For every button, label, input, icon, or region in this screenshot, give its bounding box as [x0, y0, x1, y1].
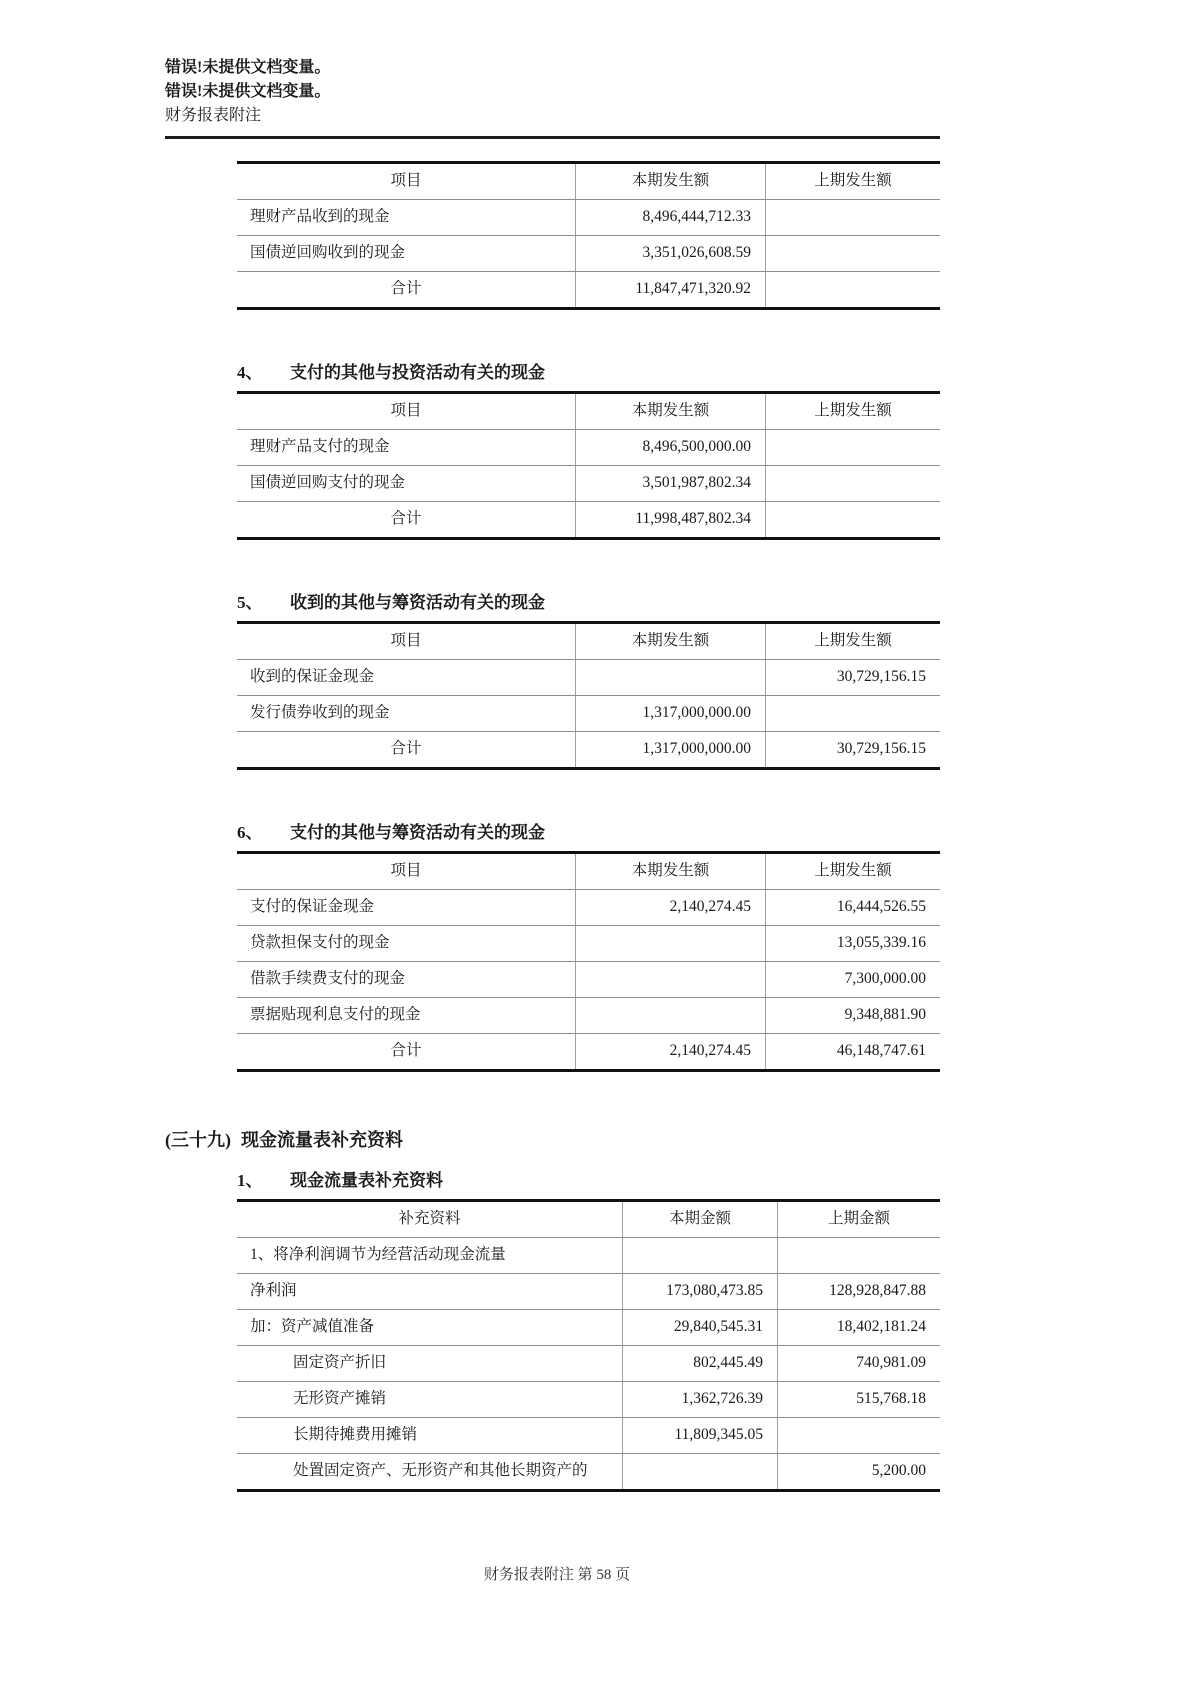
prior-period-amount [777, 1238, 940, 1273]
table-header-row [237, 624, 940, 660]
current-period-amount: 1,362,726.39 [622, 1382, 777, 1417]
prior-period-amount: 30,729,156.15 [765, 660, 940, 695]
prior-period-amount [765, 272, 940, 307]
table-other-cash-paid-financing [237, 851, 940, 1072]
row-label: 无形资产摊销 [293, 1390, 387, 1407]
row-label: 理财产品收到的现金 [250, 208, 390, 225]
section-title: 支付的其他与筹资活动有关的现金 [290, 823, 545, 842]
row-label: 净利润 [250, 1282, 297, 1299]
current-period-amount: 11,809,345.05 [622, 1418, 777, 1453]
current-period-amount [575, 962, 765, 997]
current-period-amount: 2,140,274.45 [575, 890, 765, 925]
table-total-row [237, 732, 940, 767]
prior-period-amount: 9,348,881.90 [765, 998, 940, 1033]
table-row [237, 660, 940, 696]
table-row [237, 696, 940, 732]
section-heading-4 [237, 360, 940, 386]
current-period-amount: 1,317,000,000.00 [575, 696, 765, 731]
table-row [237, 998, 940, 1034]
table-total-row [237, 502, 940, 537]
row-label: 票据贴现利息支付的现金 [250, 1006, 421, 1023]
page-footer [0, 1563, 1114, 1584]
section-heading-5 [237, 590, 940, 616]
prior-period-amount [765, 696, 940, 731]
section-number: 6、 [237, 823, 263, 842]
prior-period-amount [765, 502, 940, 537]
table-other-cash-received-financing [237, 621, 940, 770]
current-period-amount [622, 1454, 777, 1489]
prior-period-amount: 128,928,847.88 [777, 1274, 940, 1309]
table-row [237, 236, 940, 272]
table-row [237, 926, 940, 962]
row-label: 1、将净利润调节为经营活动现金流量 [250, 1246, 506, 1263]
subsection-number: 1、 [237, 1171, 263, 1190]
row-label: 贷款担保支付的现金 [250, 934, 390, 951]
table-row [237, 430, 940, 466]
table-row [237, 1238, 940, 1274]
prior-period-amount [765, 466, 940, 501]
current-period-amount: 8,496,500,000.00 [575, 430, 765, 465]
subsection-title: 现金流量表补充资料 [290, 1171, 443, 1190]
current-period-amount: 8,496,444,712.33 [575, 200, 765, 235]
column-header-item: 项目 [390, 172, 422, 189]
section-title: 现金流量表补充资料 [241, 1130, 403, 1150]
prior-period-amount: 13,055,339.16 [765, 926, 940, 961]
prior-period-amount [765, 200, 940, 235]
column-header-item: 项目 [390, 862, 422, 879]
section-number: 5、 [237, 593, 263, 612]
row-label: 处置固定资产、无形资产和其他长期资产的 [293, 1462, 588, 1479]
table-row [237, 1310, 940, 1346]
table-cash-flow-supplement [237, 1199, 940, 1492]
footer-page-label: 财务报表附注 第 58 页 [483, 1567, 631, 1583]
current-period-amount: 3,351,026,608.59 [575, 236, 765, 271]
table-total-row [237, 272, 940, 307]
column-header-current: 本期发生额 [575, 624, 765, 659]
prior-period-amount: 515,768.18 [777, 1382, 940, 1417]
column-header-item: 补充资料 [398, 1210, 461, 1227]
column-header-prior: 上期发生额 [765, 164, 940, 199]
column-header-current: 本期发生额 [575, 394, 765, 429]
row-label: 国债逆回购支付的现金 [250, 474, 406, 491]
row-label: 收到的保证金现金 [250, 668, 375, 685]
table-header-row [237, 1202, 940, 1238]
section-number: (三十九) [165, 1130, 231, 1150]
table-row [237, 1418, 940, 1454]
current-period-amount [575, 660, 765, 695]
row-label: 长期待摊费用摊销 [293, 1426, 418, 1443]
current-period-amount: 173,080,473.85 [622, 1274, 777, 1309]
current-period-amount [575, 926, 765, 961]
column-header-prior: 上期发生额 [765, 854, 940, 889]
prior-period-amount: 740,981.09 [777, 1346, 940, 1381]
current-period-amount: 3,501,987,802.34 [575, 466, 765, 501]
column-header-prior: 上期发生额 [765, 624, 940, 659]
current-period-amount: 11,998,487,802.34 [575, 502, 765, 537]
current-period-amount [575, 998, 765, 1033]
prior-period-amount: 16,444,526.55 [765, 890, 940, 925]
table-row [237, 466, 940, 502]
current-period-amount: 29,840,545.31 [622, 1310, 777, 1345]
section-title: 收到的其他与筹资活动有关的现金 [290, 593, 545, 612]
table-row [237, 962, 940, 998]
row-label: 加：资产减值准备 [250, 1318, 375, 1335]
current-period-amount: 1,317,000,000.00 [575, 732, 765, 767]
row-label: 合计 [390, 510, 422, 527]
row-label: 发行债券收到的现金 [250, 704, 390, 721]
prior-period-amount [777, 1418, 940, 1453]
table-row [237, 1382, 940, 1418]
prior-period-amount [765, 430, 940, 465]
table-other-cash-received-investing [237, 161, 940, 310]
table-header-row [237, 164, 940, 200]
row-label: 理财产品支付的现金 [250, 438, 390, 455]
header-error-line-2: 错误!未提供文档变量。 [165, 83, 331, 100]
column-header-prior: 上期发生额 [765, 394, 940, 429]
subsection-heading-1 [237, 1168, 940, 1194]
section-title: 支付的其他与投资活动有关的现金 [290, 363, 545, 382]
prior-period-amount [765, 236, 940, 271]
column-header-current: 本期发生额 [575, 164, 765, 199]
table-row [237, 1274, 940, 1310]
table-row [237, 200, 940, 236]
current-period-amount [622, 1238, 777, 1273]
current-period-amount: 11,847,471,320.92 [575, 272, 765, 307]
row-label: 合计 [390, 1042, 422, 1059]
section-heading-39 [165, 1126, 940, 1154]
prior-period-amount: 46,148,747.61 [765, 1034, 940, 1069]
header-doc-title: 财务报表附注 [165, 107, 262, 124]
row-label: 支付的保证金现金 [250, 898, 375, 915]
table-row [237, 1454, 940, 1489]
current-period-amount: 2,140,274.45 [575, 1034, 765, 1069]
table-row [237, 1346, 940, 1382]
current-period-amount: 802,445.49 [622, 1346, 777, 1381]
table-header-row [237, 854, 940, 890]
section-number: 4、 [237, 363, 263, 382]
row-label: 国债逆回购收到的现金 [250, 244, 406, 261]
row-label: 借款手续费支付的现金 [250, 970, 406, 987]
column-header-current: 本期发生额 [575, 854, 765, 889]
column-header-item: 项目 [390, 402, 422, 419]
column-header-current: 本期金额 [622, 1202, 777, 1237]
table-other-cash-paid-investing [237, 391, 940, 540]
table-row [237, 890, 940, 926]
table-header-row [237, 394, 940, 430]
row-label: 固定资产折旧 [293, 1354, 387, 1371]
row-label: 合计 [390, 740, 422, 757]
header-error-line-1: 错误!未提供文档变量。 [165, 59, 331, 76]
prior-period-amount: 5,200.00 [777, 1454, 940, 1489]
prior-period-amount: 30,729,156.15 [765, 732, 940, 767]
section-heading-6 [237, 820, 940, 846]
column-header-prior: 上期金额 [777, 1202, 940, 1237]
page-content [165, 161, 940, 1492]
prior-period-amount: 7,300,000.00 [765, 962, 940, 997]
header-divider [165, 136, 940, 139]
prior-period-amount: 18,402,181.24 [777, 1310, 940, 1345]
column-header-item: 项目 [390, 632, 422, 649]
table-total-row [237, 1034, 940, 1069]
row-label: 合计 [390, 280, 422, 297]
page-header [165, 0, 940, 139]
